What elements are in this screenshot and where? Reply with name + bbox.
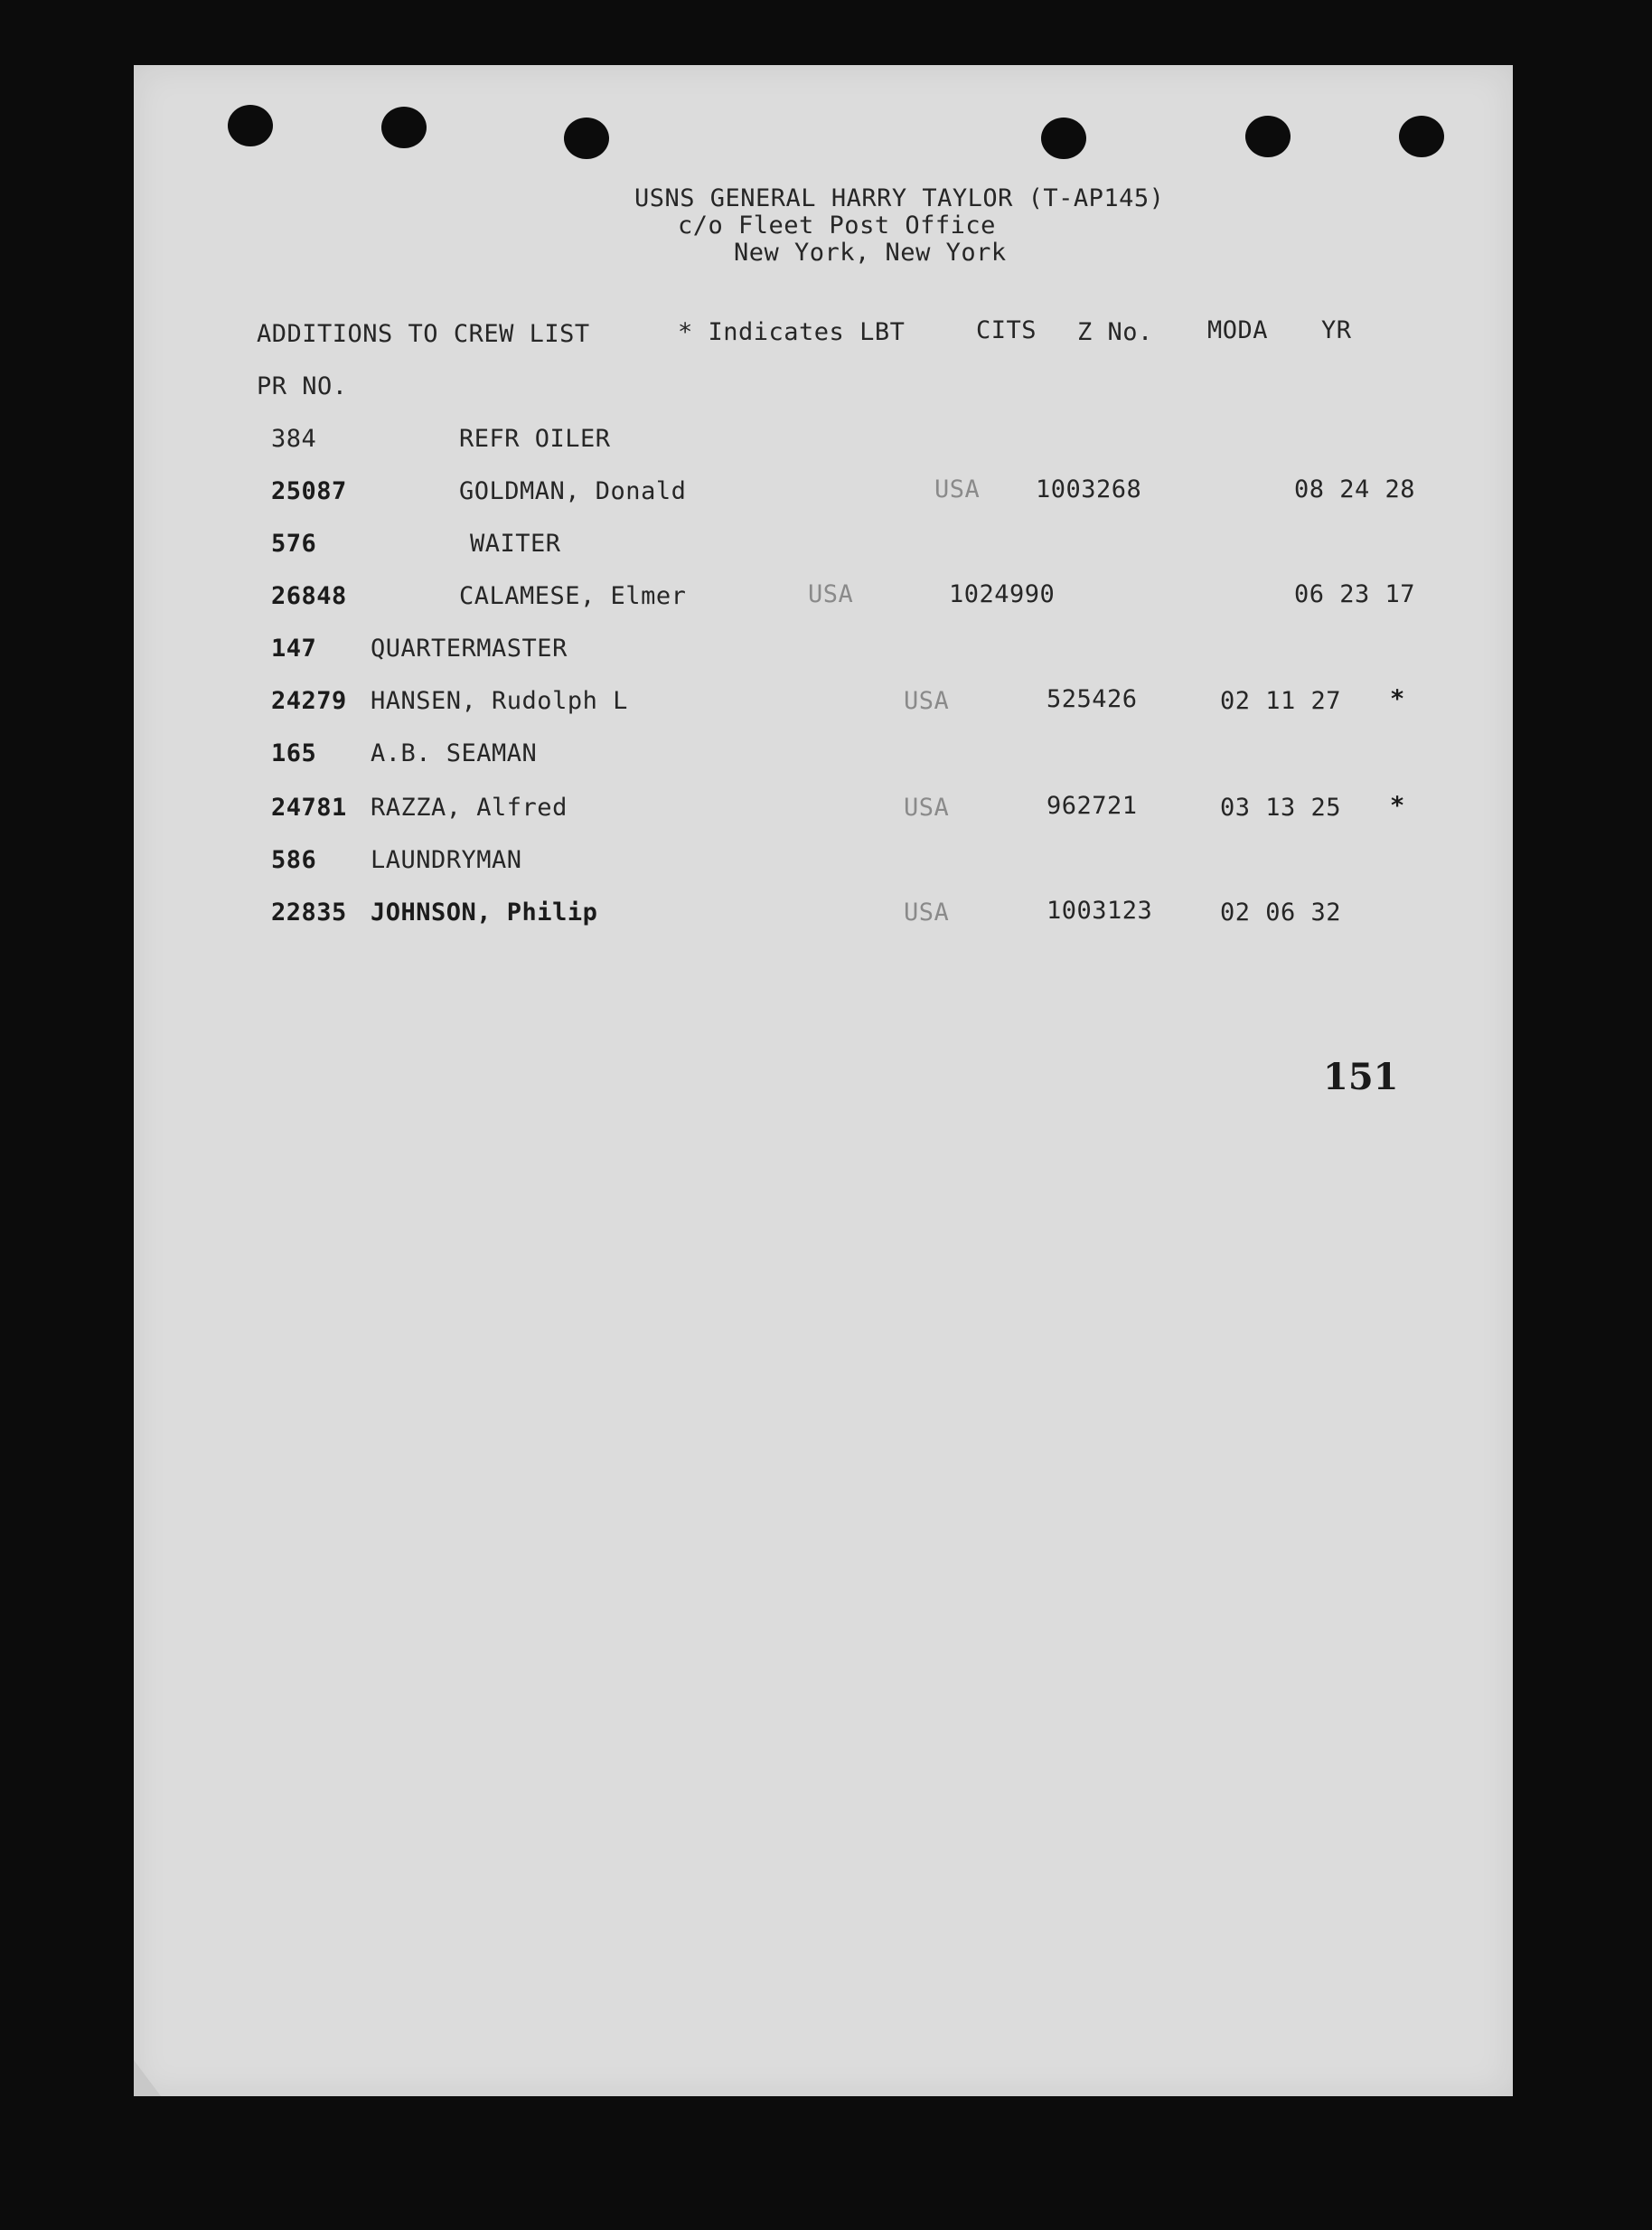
z-number: 962721	[1047, 792, 1138, 820]
page-number: 151	[1323, 1056, 1399, 1098]
citizenship: USA	[934, 475, 981, 503]
pr-number: 25087	[271, 477, 347, 505]
punch-hole-icon	[381, 107, 427, 148]
punch-hole-icon	[1399, 116, 1444, 157]
birth-date: 03 13 25	[1220, 794, 1342, 822]
citizenship: USA	[808, 580, 854, 608]
crew-name: HANSEN, Rudolph L	[371, 687, 628, 715]
rating-code: 576	[271, 530, 317, 558]
rating-title: A.B. SEAMAN	[371, 739, 538, 767]
rating-code: 165	[271, 739, 317, 767]
z-number: 1024990	[949, 580, 1056, 608]
crew-name: JOHNSON, Philip	[371, 899, 598, 927]
pr-number: 26848	[271, 582, 347, 610]
citizenship: USA	[904, 899, 950, 927]
citizenship: USA	[904, 687, 950, 715]
citizenship: USA	[904, 794, 950, 822]
crew-name: GOLDMAN, Donald	[459, 477, 687, 505]
col-cits: CITS	[976, 316, 1037, 344]
col-moda: MODA	[1207, 316, 1269, 344]
punch-hole-icon	[1245, 116, 1291, 157]
z-number: 1003268	[1036, 475, 1142, 503]
rating-title: LAUNDRYMAN	[371, 846, 522, 874]
punch-hole-icon	[564, 118, 609, 159]
list-title: ADDITIONS TO CREW LIST	[257, 320, 590, 348]
rating-code: 147	[271, 635, 317, 663]
rating-title: WAITER	[470, 530, 561, 558]
pr-number: 22835	[271, 899, 347, 927]
birth-date: 02 06 32	[1220, 899, 1342, 927]
pr-number: 24781	[271, 794, 347, 822]
rating-title: QUARTERMASTER	[371, 635, 568, 663]
col-prno: PR NO.	[257, 372, 348, 400]
lbt-note: * Indicates LBT	[678, 318, 906, 346]
rating-title: REFR OILER	[459, 425, 611, 453]
lbt-marker: *	[1390, 685, 1405, 713]
header-city: New York, New York	[734, 239, 1007, 267]
rating-code: 384	[271, 425, 317, 453]
birth-date: 06 23 17	[1294, 580, 1416, 608]
crew-name: RAZZA, Alfred	[371, 794, 568, 822]
punch-hole-icon	[1041, 118, 1086, 159]
col-zno: Z No.	[1077, 318, 1153, 346]
punch-hole-icon	[228, 105, 273, 146]
birth-date: 02 11 27	[1220, 687, 1342, 715]
col-yr: YR	[1321, 316, 1352, 344]
lbt-marker: *	[1390, 792, 1405, 820]
z-number: 1003123	[1047, 897, 1153, 925]
document-page	[134, 65, 1513, 2096]
rating-code: 586	[271, 846, 317, 874]
birth-date: 08 24 28	[1294, 475, 1416, 503]
z-number: 525426	[1047, 685, 1138, 713]
pr-number: 24279	[271, 687, 347, 715]
folded-corner	[134, 2060, 161, 2096]
header-post-office: c/o Fleet Post Office	[678, 212, 996, 240]
header-ship-name: USNS GENERAL HARRY TAYLOR (T-AP145)	[634, 184, 1165, 212]
crew-name: CALAMESE, Elmer	[459, 582, 687, 610]
